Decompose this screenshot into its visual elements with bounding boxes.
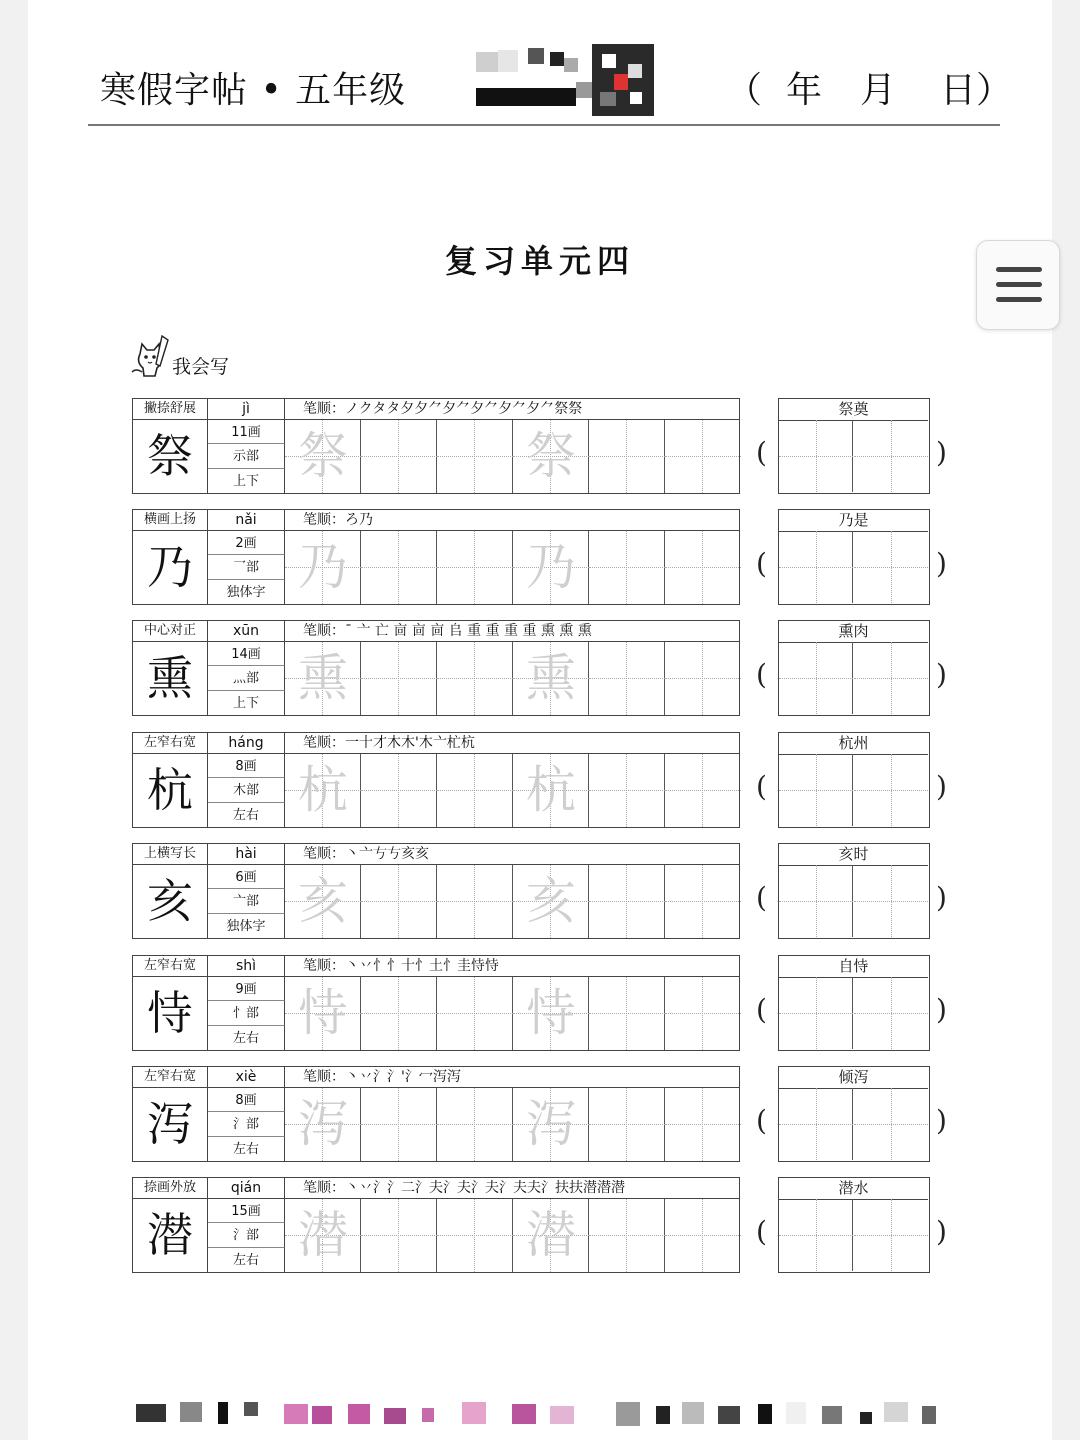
pinyin: shì bbox=[208, 956, 285, 977]
trace-character: 祭 bbox=[526, 427, 576, 485]
character-row bbox=[132, 398, 947, 496]
close-paren: ) bbox=[936, 993, 947, 1026]
writing-box[interactable] bbox=[665, 977, 741, 1050]
stroke-order-sequence: ろ乃 bbox=[345, 512, 373, 528]
trace-character: 熏 bbox=[526, 649, 576, 707]
writing-box[interactable] bbox=[665, 1199, 741, 1272]
trace-character: 乃 bbox=[298, 538, 348, 596]
close-paren: ) bbox=[936, 770, 947, 803]
pinyin: jì bbox=[208, 399, 285, 420]
pinyin: xūn bbox=[208, 621, 285, 642]
word-writing-box[interactable] bbox=[854, 754, 928, 826]
structure-tip: 捺画外放 bbox=[133, 1178, 208, 1199]
writing-box[interactable] bbox=[285, 420, 361, 493]
structure-tip: 横画上扬 bbox=[133, 510, 208, 531]
writing-box[interactable] bbox=[513, 1199, 589, 1272]
writing-box[interactable] bbox=[437, 420, 513, 493]
date-open-paren: （ bbox=[726, 70, 763, 111]
radical: 木部 bbox=[208, 778, 285, 803]
structure-tip: 中心对正 bbox=[133, 621, 208, 642]
trace-character: 恃 bbox=[298, 984, 348, 1042]
close-paren: ) bbox=[936, 1104, 947, 1137]
open-paren: ( bbox=[756, 1215, 767, 1248]
writing-box[interactable] bbox=[665, 531, 741, 604]
writing-box[interactable] bbox=[665, 1088, 741, 1161]
stroke-order-sequence: 丶丷氵氵'氵冖泻泻 bbox=[345, 1069, 461, 1085]
writing-box[interactable] bbox=[513, 1088, 589, 1161]
writing-box[interactable] bbox=[589, 420, 665, 493]
radical: 灬部 bbox=[208, 666, 285, 691]
stroke-order bbox=[285, 621, 739, 642]
trace-character: 亥 bbox=[526, 872, 576, 930]
structure-tip: 撇捺舒展 bbox=[133, 399, 208, 420]
stroke-count: 8画 bbox=[208, 1088, 285, 1112]
radical: 忄部 bbox=[208, 1001, 285, 1026]
structure-tip: 左窄右宽 bbox=[133, 733, 208, 754]
writing-box[interactable] bbox=[437, 865, 513, 938]
stroke-count: 11画 bbox=[208, 420, 285, 444]
model-character: 熏 bbox=[133, 642, 208, 715]
writing-box[interactable] bbox=[361, 642, 437, 715]
layout-type: 左右 bbox=[208, 1026, 285, 1050]
word-writing-box[interactable] bbox=[854, 977, 928, 1049]
word-writing-box[interactable] bbox=[854, 642, 928, 714]
cat-pencil-icon bbox=[130, 332, 174, 380]
model-character: 潜 bbox=[133, 1199, 208, 1272]
writing-box[interactable] bbox=[513, 977, 589, 1050]
open-paren: ( bbox=[756, 993, 767, 1026]
character-table bbox=[132, 955, 740, 1051]
character-table bbox=[132, 1066, 740, 1162]
word-writing-box[interactable] bbox=[854, 1199, 928, 1271]
stroke-count: 14画 bbox=[208, 642, 285, 666]
close-paren: ) bbox=[936, 547, 947, 580]
character-row bbox=[132, 1177, 947, 1275]
writing-box[interactable] bbox=[285, 865, 361, 938]
writing-box[interactable] bbox=[285, 977, 361, 1050]
word-writing-box[interactable] bbox=[779, 420, 853, 492]
character-row bbox=[132, 955, 947, 1053]
writing-box[interactable] bbox=[361, 754, 437, 827]
word-practice bbox=[778, 955, 930, 1051]
character-row bbox=[132, 620, 947, 718]
writing-box[interactable] bbox=[437, 1088, 513, 1161]
stroke-order bbox=[285, 399, 739, 420]
stroke-order-label: 笔顺： bbox=[303, 1180, 345, 1196]
open-paren: ( bbox=[756, 547, 767, 580]
pinyin: qián bbox=[208, 1178, 285, 1199]
stroke-order-sequence: ˉ 亠 亡 㐭 㐭 㐭 𠂤 重 重 重 重 熏 熏 熏 bbox=[345, 623, 592, 639]
radical: 乛部 bbox=[208, 555, 285, 580]
open-paren: ( bbox=[756, 770, 767, 803]
section-label: 我会写 bbox=[172, 356, 230, 378]
close-paren: ) bbox=[936, 1215, 947, 1248]
stroke-count: 2画 bbox=[208, 531, 285, 555]
radical: 氵部 bbox=[208, 1223, 285, 1248]
writing-box[interactable] bbox=[665, 420, 741, 493]
layout-type: 独体字 bbox=[208, 914, 285, 938]
writing-box[interactable] bbox=[513, 754, 589, 827]
close-paren: ) bbox=[936, 881, 947, 914]
word-label: 倾泻 bbox=[779, 1067, 928, 1089]
pinyin: háng bbox=[208, 733, 285, 754]
menu-bar bbox=[996, 282, 1042, 287]
qr-code-mosaic bbox=[476, 44, 658, 116]
writing-box[interactable] bbox=[665, 754, 741, 827]
structure-tip: 左窄右宽 bbox=[133, 956, 208, 977]
close-paren: ) bbox=[936, 658, 947, 691]
trace-character: 杭 bbox=[298, 761, 348, 819]
structure-tip: 左窄右宽 bbox=[133, 1067, 208, 1088]
stroke-count: 6画 bbox=[208, 865, 285, 889]
stroke-order-sequence: 丶丷忄忄十忄土忄圭恃恃 bbox=[345, 958, 499, 974]
word-writing-box[interactable] bbox=[779, 754, 853, 826]
writing-box[interactable] bbox=[437, 642, 513, 715]
writing-box[interactable] bbox=[437, 977, 513, 1050]
writing-box[interactable] bbox=[285, 754, 361, 827]
practice-grid bbox=[285, 865, 739, 938]
open-paren: ( bbox=[756, 436, 767, 469]
pinyin: nǎi bbox=[208, 510, 285, 531]
layout-type: 左右 bbox=[208, 1248, 285, 1272]
hamburger-menu-button[interactable] bbox=[976, 240, 1060, 330]
model-character: 泻 bbox=[133, 1088, 208, 1161]
character-row bbox=[132, 509, 947, 607]
pinyin: hài bbox=[208, 844, 285, 865]
trace-character: 潜 bbox=[526, 1206, 576, 1264]
radical: 亠部 bbox=[208, 889, 285, 914]
stroke-count: 8画 bbox=[208, 754, 285, 778]
word-label: 熏肉 bbox=[779, 621, 928, 643]
model-character: 杭 bbox=[133, 754, 208, 827]
writing-box[interactable] bbox=[285, 1088, 361, 1161]
character-row bbox=[132, 1066, 947, 1164]
stroke-order bbox=[285, 956, 739, 977]
word-writing-box[interactable] bbox=[779, 1199, 853, 1271]
word-writing-box[interactable] bbox=[854, 420, 928, 492]
word-writing-box[interactable] bbox=[854, 865, 928, 937]
practice-grid bbox=[285, 1199, 739, 1272]
model-character: 乃 bbox=[133, 531, 208, 604]
writing-box[interactable] bbox=[361, 531, 437, 604]
layout-type: 左右 bbox=[208, 1137, 285, 1161]
trace-character: 乃 bbox=[526, 538, 576, 596]
close-paren: ) bbox=[936, 436, 947, 469]
word-writing-box[interactable] bbox=[854, 531, 928, 603]
model-character: 恃 bbox=[133, 977, 208, 1050]
stroke-order-sequence: 丶亠𠀁𠀁亥亥 bbox=[345, 846, 429, 862]
word-label: 潜水 bbox=[779, 1178, 928, 1200]
writing-box[interactable] bbox=[285, 1199, 361, 1272]
stroke-order-label: 笔顺： bbox=[303, 512, 345, 528]
stroke-order-sequence: ノクタタ夕夕⺈夕⺈夕⺈夕⺈夕⺈祭祭 bbox=[345, 401, 583, 417]
writing-box[interactable] bbox=[361, 977, 437, 1050]
date-day-label: 日） bbox=[940, 70, 1013, 111]
radical: 氵部 bbox=[208, 1112, 285, 1137]
word-writing-box[interactable] bbox=[854, 1088, 928, 1160]
unit-title: 复习单元四 bbox=[444, 242, 635, 280]
word-practice bbox=[778, 509, 930, 605]
word-practice bbox=[778, 1066, 930, 1162]
writing-box[interactable] bbox=[437, 754, 513, 827]
layout-type: 独体字 bbox=[208, 580, 285, 604]
trace-character: 熏 bbox=[298, 649, 348, 707]
stroke-order bbox=[285, 844, 739, 865]
header-divider bbox=[88, 124, 1000, 126]
writing-box[interactable] bbox=[589, 1088, 665, 1161]
character-row bbox=[132, 843, 947, 941]
writing-box[interactable] bbox=[361, 865, 437, 938]
worksheet-title: 寒假字帖 • 五年级 bbox=[100, 70, 407, 111]
character-table bbox=[132, 1177, 740, 1273]
trace-character: 祭 bbox=[298, 427, 348, 485]
word-label: 自恃 bbox=[779, 956, 928, 978]
word-writing-box[interactable] bbox=[779, 865, 853, 937]
word-writing-box[interactable] bbox=[779, 1088, 853, 1160]
writing-box[interactable] bbox=[285, 642, 361, 715]
practice-grid bbox=[285, 1088, 739, 1161]
trace-character: 泻 bbox=[526, 1095, 576, 1153]
character-table bbox=[132, 732, 740, 828]
stroke-order-label: 笔顺： bbox=[303, 623, 345, 639]
writing-box[interactable] bbox=[437, 531, 513, 604]
trace-character: 泻 bbox=[298, 1095, 348, 1153]
stroke-order-label: 笔顺： bbox=[303, 735, 345, 751]
word-writing-box[interactable] bbox=[779, 642, 853, 714]
word-practice bbox=[778, 843, 930, 939]
writing-box[interactable] bbox=[285, 531, 361, 604]
writing-box[interactable] bbox=[589, 531, 665, 604]
writing-box[interactable] bbox=[589, 865, 665, 938]
footer-mosaic bbox=[136, 1400, 946, 1428]
stroke-order-label: 笔顺： bbox=[303, 958, 345, 974]
word-practice bbox=[778, 398, 930, 494]
structure-tip: 上横写长 bbox=[133, 844, 208, 865]
writing-box[interactable] bbox=[589, 1199, 665, 1272]
stroke-count: 15画 bbox=[208, 1199, 285, 1223]
stroke-order bbox=[285, 733, 739, 754]
word-label: 祭奠 bbox=[779, 399, 928, 421]
date-month-label: 月 bbox=[860, 70, 897, 111]
date-year-label: 年 bbox=[786, 70, 823, 111]
practice-grid bbox=[285, 977, 739, 1050]
trace-character: 潜 bbox=[298, 1206, 348, 1264]
word-writing-box[interactable] bbox=[779, 531, 853, 603]
pinyin: xiè bbox=[208, 1067, 285, 1088]
writing-box[interactable] bbox=[513, 420, 589, 493]
radical: 示部 bbox=[208, 444, 285, 469]
stroke-order-label: 笔顺： bbox=[303, 846, 345, 862]
writing-box[interactable] bbox=[665, 865, 741, 938]
layout-type: 上下 bbox=[208, 469, 285, 493]
character-row bbox=[132, 732, 947, 830]
stroke-order-sequence: 一十才木木'木亠杧杭 bbox=[345, 735, 475, 751]
stroke-order-sequence: 丶丷氵氵二氵夫氵夫氵夫氵夫夫氵扶扶潜潜潜 bbox=[345, 1180, 625, 1196]
layout-type: 左右 bbox=[208, 803, 285, 827]
writing-box[interactable] bbox=[665, 642, 741, 715]
character-table bbox=[132, 398, 740, 494]
writing-box[interactable] bbox=[513, 531, 589, 604]
stroke-order-label: 笔顺： bbox=[303, 1069, 345, 1085]
practice-grid bbox=[285, 642, 739, 715]
open-paren: ( bbox=[756, 658, 767, 691]
word-label: 杭州 bbox=[779, 733, 928, 755]
character-table bbox=[132, 843, 740, 939]
writing-box[interactable] bbox=[361, 420, 437, 493]
word-practice bbox=[778, 732, 930, 828]
writing-box[interactable] bbox=[589, 642, 665, 715]
open-paren: ( bbox=[756, 1104, 767, 1137]
stroke-count: 9画 bbox=[208, 977, 285, 1001]
word-label: 乃是 bbox=[779, 510, 928, 532]
trace-character: 恃 bbox=[526, 984, 576, 1042]
trace-character: 杭 bbox=[526, 761, 576, 819]
writing-box[interactable] bbox=[513, 642, 589, 715]
word-label: 亥时 bbox=[779, 844, 928, 866]
menu-bar bbox=[996, 297, 1042, 302]
writing-box[interactable] bbox=[361, 1088, 437, 1161]
layout-type: 上下 bbox=[208, 691, 285, 715]
trace-character: 亥 bbox=[298, 872, 348, 930]
word-practice bbox=[778, 1177, 930, 1273]
writing-box[interactable] bbox=[589, 977, 665, 1050]
open-paren: ( bbox=[756, 881, 767, 914]
writing-box[interactable] bbox=[437, 1199, 513, 1272]
model-character: 亥 bbox=[133, 865, 208, 938]
menu-bar bbox=[996, 267, 1042, 272]
word-practice bbox=[778, 620, 930, 716]
stroke-order bbox=[285, 1067, 739, 1088]
word-writing-box[interactable] bbox=[779, 977, 853, 1049]
character-table bbox=[132, 509, 740, 605]
writing-box[interactable] bbox=[361, 1199, 437, 1272]
practice-grid bbox=[285, 754, 739, 827]
model-character: 祭 bbox=[133, 420, 208, 493]
writing-box[interactable] bbox=[589, 754, 665, 827]
writing-box[interactable] bbox=[513, 865, 589, 938]
practice-grid bbox=[285, 531, 739, 604]
character-table bbox=[132, 620, 740, 716]
stroke-order-label: 笔顺： bbox=[303, 401, 345, 417]
practice-grid bbox=[285, 420, 739, 493]
stroke-order bbox=[285, 510, 739, 531]
stroke-order bbox=[285, 1178, 739, 1199]
